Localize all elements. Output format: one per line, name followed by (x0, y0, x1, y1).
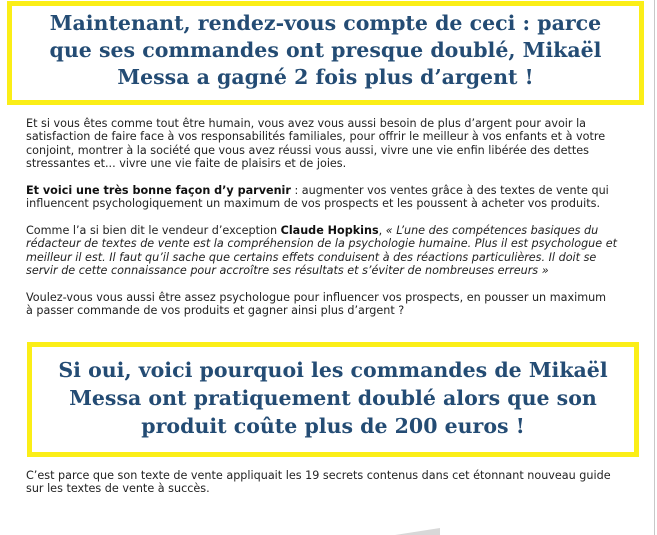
text-line (26, 251, 617, 264)
paragraph-intro (26, 117, 605, 171)
paragraph-question (26, 291, 606, 318)
page-border (654, 0, 655, 535)
text-line: satisfaction de faire face à vos responsabilités familiales, pour offrir le meilleur à vos enfants et à votre (26, 130, 606, 144)
headline-line: Maintenant, rendez-vous compte de ceci : parce (49, 11, 602, 35)
quote-text: servir de cette connaissance pour accroître ses résultats et s’éviter de nombreuses erreurs » (26, 264, 549, 278)
text-span: : augmenter vos ventes grâce à des textes de vente qui (290, 184, 609, 197)
paragraph-guide (26, 469, 611, 496)
text-line: à passer commande de vos produits et gagner ainsi plus d’argent ? (26, 304, 405, 318)
text-line: Et si vous êtes comme tout être humain, vous avez vous aussi besoin de plus d’argent pour avoir la (26, 117, 587, 130)
text-line: influencent psychologiquement un maximum de vos prospects et les poussent à acheter vos produits. (26, 197, 601, 211)
text-line (26, 224, 617, 237)
text-line: sur les textes de vente à succès. (26, 482, 210, 496)
text-line: Voulez-vous vous aussi être assez psychologue pour influencer vos prospects, en pousser un maximum (26, 291, 607, 304)
quote-text: meilleur il est. Il faut qu’il sache que certains effets conduisent à des réactions particulières. Il doit se (26, 250, 597, 264)
text-line (26, 264, 617, 277)
decorative-shadow (395, 528, 440, 535)
headline-line: que ses commandes ont presque doublé, Mikaël (49, 38, 602, 62)
author-name: Claude Hopkins (280, 224, 379, 237)
headline-box-1 (7, 1, 644, 105)
quote-text: « L’une des compétences basiques du (385, 224, 599, 237)
quote-text: rédacteur de textes de vente est la compréhension de la psychologie humaine. Plus il est psychologue et (26, 237, 617, 251)
text-line: stressantes et... vivre une vie faite de plaisirs et de joies. (26, 157, 347, 171)
headline-line: Si oui, voici pourquoi les commandes de Mikaël (58, 358, 608, 382)
text-span: , (378, 224, 386, 237)
text-line: conjoint, montrer à la société que vous avez réussi vous aussi, vivre une vie enfin libérée des dettes (26, 143, 590, 157)
text-line (26, 184, 609, 197)
headline-line: produit coûte plus de 200 euros ! (141, 414, 525, 438)
headline-line: Messa ont pratiquement doublé alors que son (69, 386, 597, 410)
bold-lead: Et voici une très bonne façon d’y parvenir (26, 184, 291, 197)
headline-line: Messa a gagné 2 fois plus d’argent ! (117, 65, 534, 89)
text-line (26, 237, 617, 250)
paragraph-quote (26, 224, 617, 278)
paragraph-method (26, 184, 609, 211)
text-line: C’est parce que son texte de vente appliquait les 19 secrets contenus dans cet étonnant nouveau guide (26, 469, 611, 482)
text-span: Comme l’a si bien dit le vendeur d’exception (26, 224, 281, 237)
headline-box-2 (27, 342, 639, 457)
